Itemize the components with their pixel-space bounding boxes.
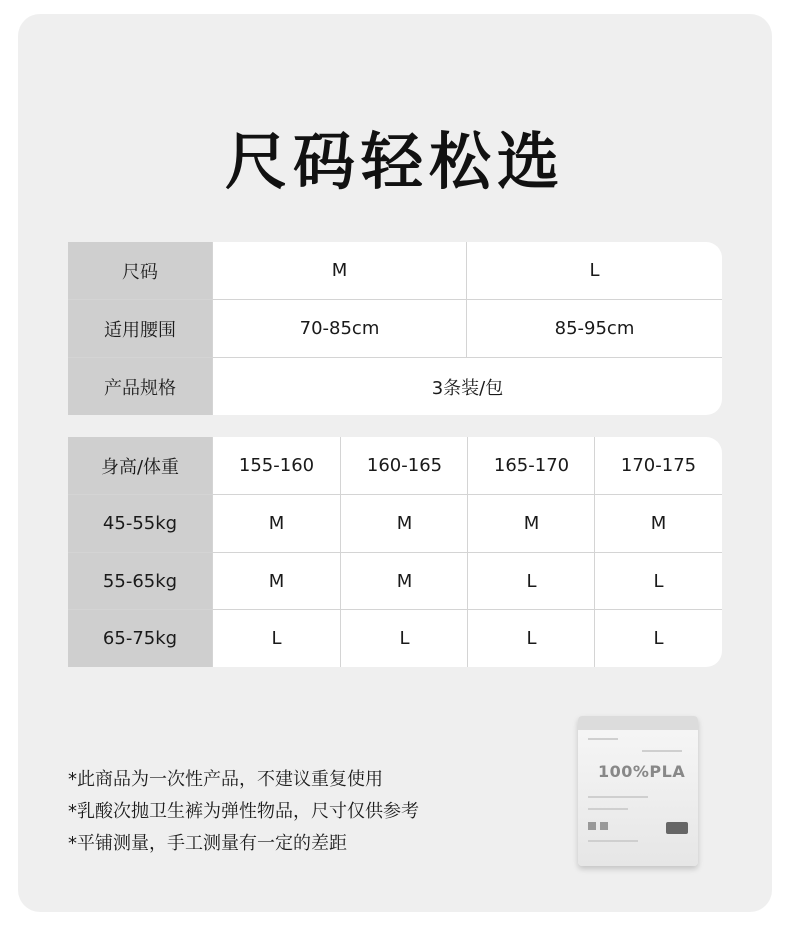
size-spec-table bbox=[68, 242, 722, 415]
weight-header: 55-65kg bbox=[68, 553, 212, 610]
divider bbox=[68, 299, 722, 300]
divider bbox=[594, 437, 595, 667]
size-cell: M bbox=[268, 571, 285, 592]
size-cell: M bbox=[396, 513, 413, 534]
size-cell: L bbox=[653, 571, 664, 592]
height-weight-table bbox=[68, 437, 722, 667]
package-line bbox=[588, 796, 648, 798]
page-title: 尺码轻松选 bbox=[224, 125, 565, 198]
size-cell: L bbox=[653, 628, 664, 649]
table-row bbox=[68, 242, 722, 299]
package-seal bbox=[578, 716, 698, 730]
divider bbox=[212, 437, 213, 667]
size-cell: M bbox=[523, 513, 540, 534]
divider bbox=[212, 242, 213, 415]
divider bbox=[68, 609, 722, 610]
size-cell: L bbox=[271, 628, 282, 649]
divider bbox=[466, 242, 467, 357]
size-cell: L bbox=[526, 571, 537, 592]
package-icon bbox=[600, 822, 608, 830]
package-label-mark bbox=[642, 750, 682, 752]
package-line bbox=[588, 840, 638, 842]
package-main-text: 100%PLA bbox=[598, 762, 686, 781]
package-brand-mark bbox=[588, 738, 618, 740]
divider bbox=[467, 437, 468, 667]
note-item: *平铺测量，手工测量有一定的差距 bbox=[68, 833, 347, 854]
corner-header: 身高/体重 bbox=[68, 437, 212, 494]
size-cell: L bbox=[399, 628, 410, 649]
row-header-spec: 产品规格 bbox=[68, 358, 212, 415]
size-cell: M bbox=[268, 513, 285, 534]
package-line bbox=[588, 808, 628, 810]
cell-waist-l: 85-95cm bbox=[554, 318, 635, 339]
table-row bbox=[68, 358, 722, 415]
weight-header: 45-55kg bbox=[68, 495, 212, 552]
package-icon bbox=[588, 822, 596, 830]
height-header: 155-160 bbox=[238, 455, 315, 476]
cell-waist-m: 70-85cm bbox=[299, 318, 380, 339]
cell-size-l: L bbox=[589, 260, 600, 281]
note-item: *此商品为一次性产品，不建议重复使用 bbox=[68, 769, 383, 790]
note-item: *乳酸次抛卫生裤为弹性物品，尺寸仅供参考 bbox=[68, 801, 419, 822]
height-header: 160-165 bbox=[366, 455, 443, 476]
table-row bbox=[68, 300, 722, 357]
row-header-size: 尺码 bbox=[68, 242, 212, 299]
package-badge bbox=[666, 822, 688, 834]
divider bbox=[68, 357, 722, 358]
size-cell: M bbox=[650, 513, 667, 534]
cell-size-m: M bbox=[331, 260, 348, 281]
divider bbox=[68, 494, 722, 495]
divider bbox=[68, 552, 722, 553]
height-header: 165-170 bbox=[493, 455, 570, 476]
product-package-image bbox=[578, 716, 698, 866]
weight-header: 65-75kg bbox=[68, 610, 212, 667]
row-header-waist: 适用腰围 bbox=[68, 300, 212, 357]
size-cell: M bbox=[396, 571, 413, 592]
cell-spec: 3条装/包 bbox=[431, 377, 504, 399]
divider bbox=[340, 437, 341, 667]
notes bbox=[68, 764, 548, 860]
height-header: 170-175 bbox=[620, 455, 697, 476]
size-cell: L bbox=[526, 628, 537, 649]
